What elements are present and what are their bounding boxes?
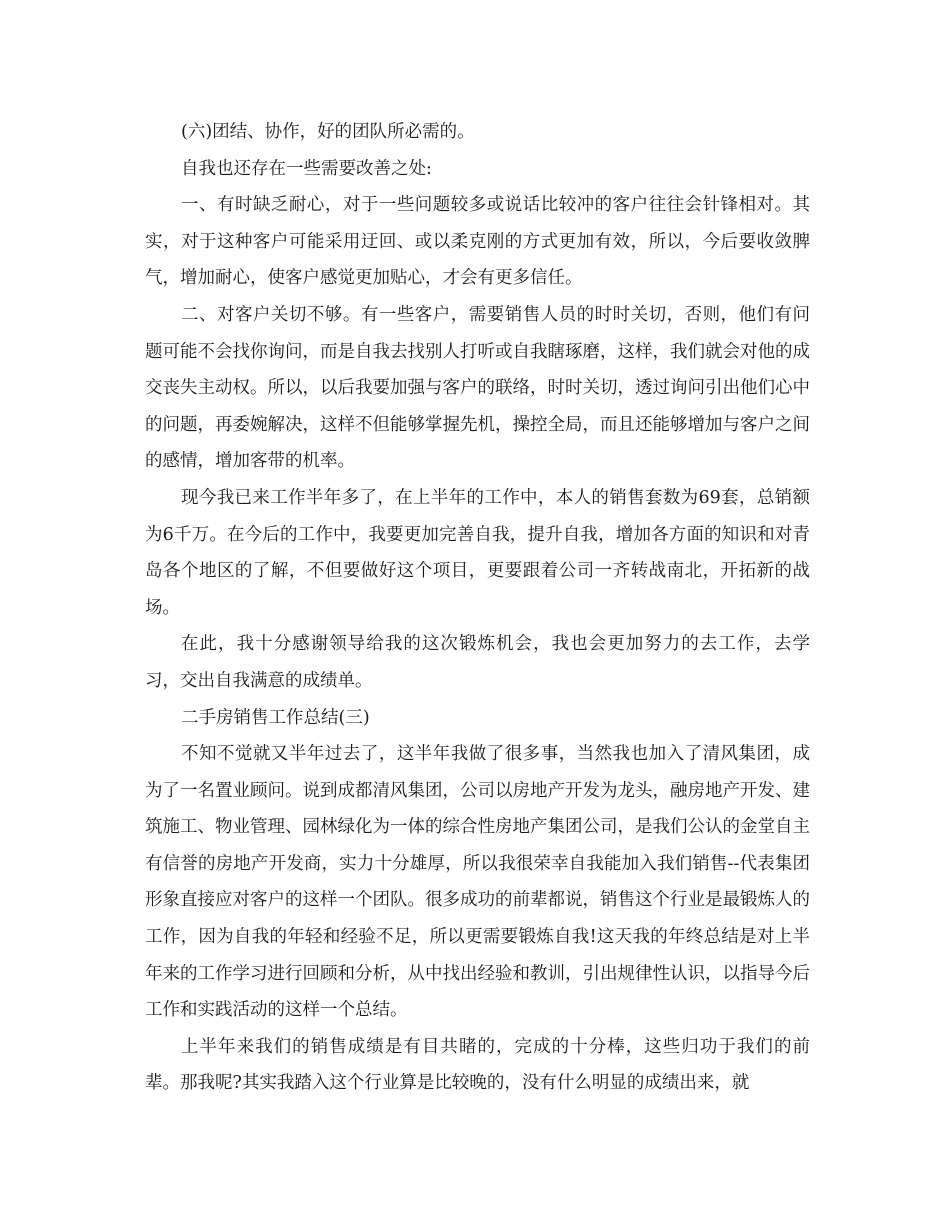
paragraph-patience: 一、有时缺乏耐心，对于一些问题较多或说话比较冲的客户往往会针锋相对。其实，对于这种客户可能采用迂回、或以柔克刚的方式更加有效，所以，今后要收敛脾气，增加耐心，使客户感觉更加贴心，才会有更多信任。 [145,195,810,289]
section-heading: 二手房销售工作总结(三) [181,707,370,728]
paragraph-customer-care: 二、对客户关切不够。有一些客户，需要销售人员的时时关切，否则，他们有问题可能不会找你询问，而是自我去找别人打听或自我瞎琢磨，这样，我们就会对他的成交丧失主动权。所以，以后我要加强与客户的联络，时时关切，透过询问引出他们心中的问题，再委婉解决，这样不但能够掌握先机，操控全局，而且还能够增加与客户之间的感情，增加客带的机率。 [145,304,810,472]
paragraph-company-intro: 不知不觉就又半年过去了，这半年我做了很多事，当然我也加入了清风集团，成为了一名置业顾问。说到成都清风集团，公司以房地产开发为龙头，融房地产开发、建筑施工、物业管理、园林绿化为一体的综合性房地产集团公司，是我们公认的金堂自主有信誉的房地产开发商，实力十分雄厚，所以我很荣幸自我能加入我们销售--代表集团形象直接应对客户的这样一个团队。很多成功的前辈都说，销售这个行业是最锻炼人的工作，因为自我的年轻和经验不足，所以更需要锻炼自我!这天我的年终总结是对上半年来的工作学习进行回顾和分析，从中找出经验和教训，引出规律性认识，以指导今后工作和实践活动的这样一个总结。 [145,744,810,1021]
paragraph-half-year-results: 上半年来我们的销售成绩是有目共睹的，完成的十分棒，这些归功于我们的前辈。那我呢?其实我踏入这个行业算是比较晚的，没有什么明显的成绩出来，就 [145,1036,810,1094]
paragraph-sales-result: 现今我已来工作半年多了，在上半年的工作中，本人的销售套数为69套，总销额为6千万。在今后的工作中，我要更加完善自我，提升自我，增加各方面的知识和对青岛各个地区的了解，不但要做好这个项目，更要跟着公司一齐转战南北，开拓新的战场。 [145,487,810,618]
paragraph-improvements-intro: 自我也还存在一些需要改善之处: [181,158,432,179]
paragraph-thanks: 在此，我十分感谢领导给我的这次锻炼机会，我也会更加努力的去工作，去学习，交出自我满意的成绩单。 [145,634,810,691]
document-body [145,114,810,1102]
paragraph-teamwork: (六)团结、协作，好的团队所必需的。 [181,122,475,142]
